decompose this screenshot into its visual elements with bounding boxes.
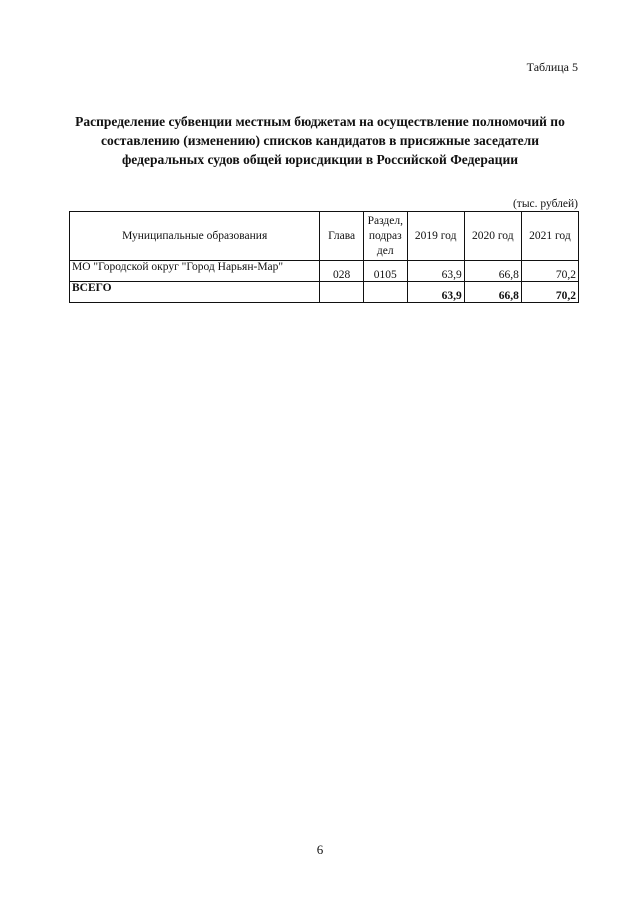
table-row <box>70 261 579 282</box>
table-number: Таблица 5 <box>526 60 578 74</box>
document-title <box>60 112 580 169</box>
total-section-empty <box>363 282 407 303</box>
row-section: 0105 <box>363 261 407 282</box>
title-line: составлению (изменению) списков кандидатов в присяжные заседатели <box>101 133 539 148</box>
row-municipality: МО "Городской округ "Город Нарьян-Мар" <box>70 261 320 282</box>
header-2021: 2021 год <box>521 212 578 261</box>
header-chapter: Глава <box>320 212 364 261</box>
table-total-row <box>70 282 579 303</box>
row-chapter: 028 <box>320 261 364 282</box>
total-2021: 70,2 <box>521 282 578 303</box>
header-section-line: Раздел, <box>367 214 403 227</box>
page-number: 6 <box>316 842 324 857</box>
subvention-table <box>69 211 579 303</box>
header-2019: 2019 год <box>407 212 464 261</box>
total-label: ВСЕГО <box>70 282 320 303</box>
title-line: федеральных судов общей юрисдикции в Российской Федерации <box>121 152 519 167</box>
title-line: Распределение субвенции местным бюджетам на осуществление полномочий по <box>75 114 565 129</box>
row-2020: 66,8 <box>464 261 521 282</box>
total-2019: 63,9 <box>407 282 464 303</box>
header-section-line: подраз <box>368 229 402 242</box>
row-2021: 70,2 <box>521 261 578 282</box>
total-2020: 66,8 <box>464 282 521 303</box>
units-label: (тыс. рублей) <box>512 198 578 210</box>
total-chapter-empty <box>320 282 364 303</box>
table-header-row <box>70 212 579 261</box>
header-section <box>363 212 407 261</box>
header-municipality: Муниципальные образования <box>70 212 320 261</box>
row-2019: 63,9 <box>407 261 464 282</box>
header-section-line: дел <box>376 244 394 257</box>
header-2020: 2020 год <box>464 212 521 261</box>
